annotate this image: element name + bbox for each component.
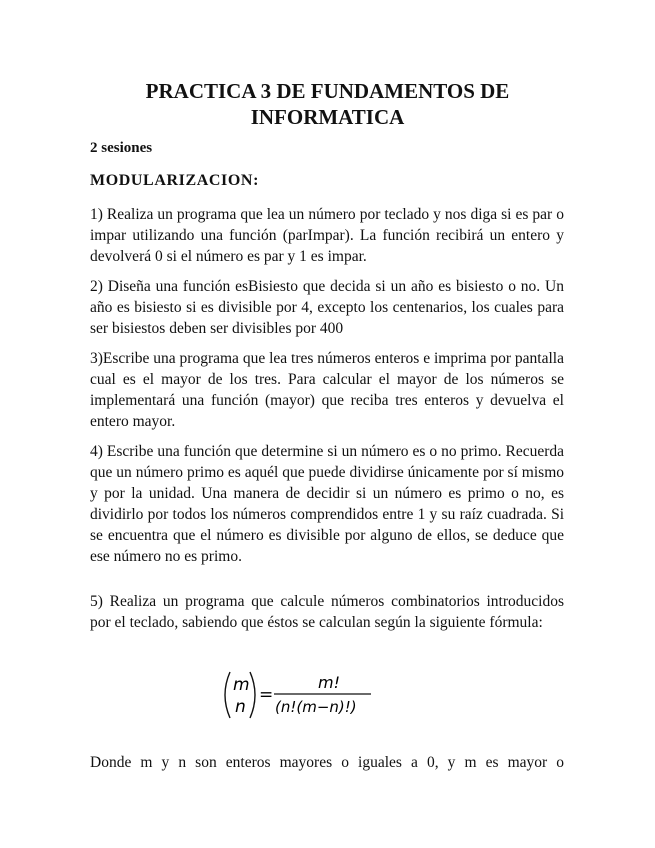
formula-denominator: (n!(m−n)!) [275, 698, 357, 716]
left-paren-shape [225, 672, 230, 718]
right-paren-shape [250, 672, 255, 718]
formula-numerator: m! [318, 673, 340, 692]
section-heading: MODULARIZACION: [90, 172, 259, 189]
formula-top-var: m [233, 675, 250, 695]
formula-bottom-var: n [235, 697, 246, 717]
exercise-4-paragraph: 4) Escribe una función que determine si un número es o no primo. Recuerda que un número primo es aquél que puede dividirse únicamente por sí mismo y por la unidad. Una manera de decidir si un número es primo o no, es dividirlo por todos los números comprendidos entre 1 y su raíz cuadrada. Si se encuentra que el número es divisible por alguno de ellos, se deduce que ese número no es primo. [90, 443, 564, 565]
continuation-paragraph: Donde m y n son enteros mayores o iguales a 0, y m es mayor o [90, 754, 564, 771]
exercise-2-paragraph: 2) Diseña una función esBisiesto que decida si un año es bisiesto o no. Un año es bisiesto si es divisible por 4, excepto los centenarios, los cuales para ser bisiestos deben ser divisibles por 400 [90, 278, 564, 337]
combinatorial-formula [218, 668, 388, 722]
exercise-3-paragraph: 3)Escribe una programa que lea tres números enteros e imprima por pantalla cual es el mayor de los tres. Para calcular el mayor de los números se implementará una función (mayor) que reciba tres enteros y devuelva el entero mayor. [90, 350, 564, 430]
exercise-5-paragraph: 5) Realiza un programa que calcule números combinatorios introducidos por el teclado, sabiendo que éstos se calculan según la siguiente fórmula: [90, 593, 564, 631]
page-title: PRACTICA 3 DE FUNDAMENTOS DE INFORMATICA [145, 79, 510, 129]
sessions-label: 2 sesiones [90, 140, 153, 156]
exercise-1-paragraph: 1) Realiza un programa que lea un número por teclado y nos diga si es par o impar utilizando una función (parImpar). La función recibirá un entero y devolverá 0 si el número es par y 1 es impar. [90, 206, 564, 265]
formula-equals: = [259, 685, 274, 705]
formula-graphic [218, 668, 388, 722]
